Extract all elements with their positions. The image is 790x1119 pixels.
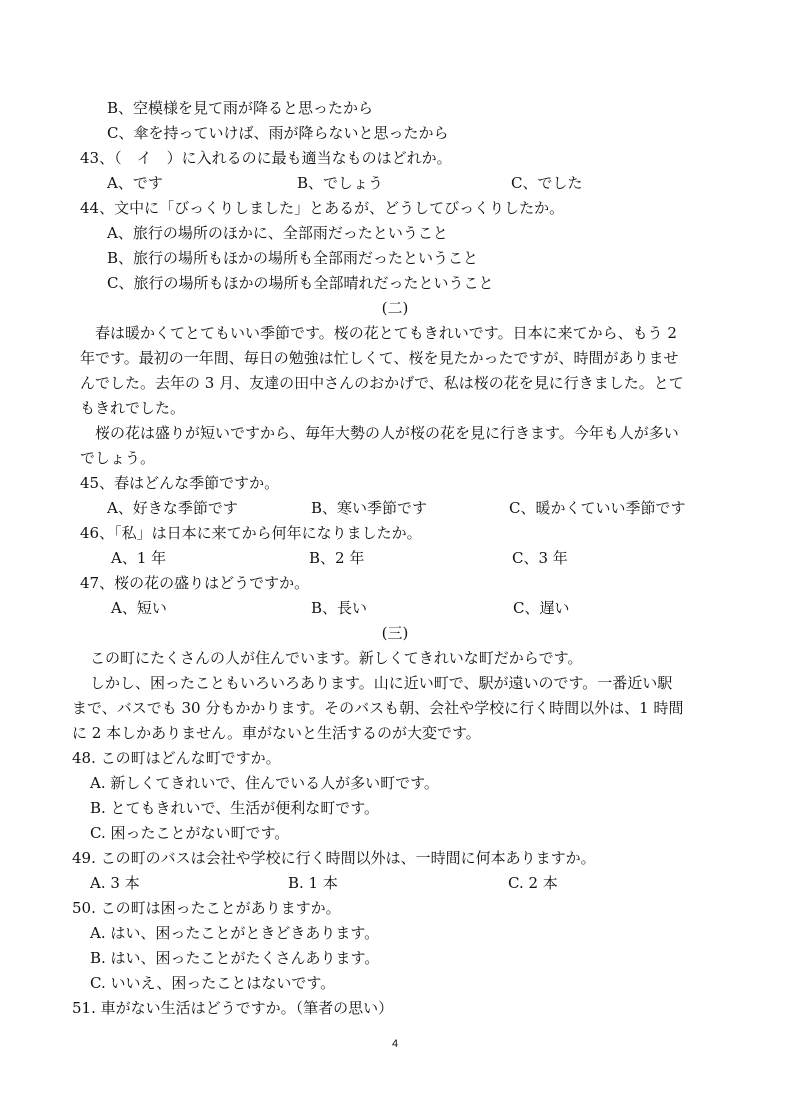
q48-option-c: C. 困ったことがない町です。 (90, 824, 290, 842)
section3-heading: (三) (381, 624, 409, 642)
q46-option-a: A、1 年 (111, 549, 167, 567)
q50-option-a: A. はい、困ったことがときどきあります。 (90, 924, 380, 942)
q49-option-c: C. 2 本 (508, 874, 558, 892)
q42-option-b: B、空模様を見て雨が降ると思ったから (107, 99, 374, 117)
section2-paragraph1-line2: 年です。最初の一年間、毎日の勉強は忙しくて、桜を見たかったですが、時間がありませ (80, 349, 679, 367)
q47-question: 47、桜の花の盛りはどうですか。 (80, 574, 310, 592)
q44-option-a: A、旅行の場所のほかに、全部雨だったということ (107, 224, 448, 242)
section2-paragraph1-line1: 春は暖かくてとてもいい季節です。桜の花とてもきれいです。日本に来てから、もう 2 (95, 324, 677, 342)
section3-paragraph2-line2: まで、バスでも 30 分もかかります。そのバスも朝、会社や学校に行く時間以外は、1 時間 (72, 699, 684, 717)
q43-option-c: C、でした (511, 174, 583, 192)
section3-paragraph1: この町にたくさんの人が住んでいます。新しくてきれいな町だからです。 (90, 649, 583, 667)
q50-option-b: B. はい、困ったことがたくさんあります。 (90, 949, 380, 967)
q47-option-b: B、長い (311, 599, 368, 617)
section2-heading: (二) (381, 299, 409, 317)
q51-question: 51. 車がない生活はどうですか。（筆者の思い） (72, 999, 394, 1017)
section3-paragraph2-line1: しかし、困ったこともいろいろあります。山に近い町で、駅が遠いのです。一番近い駅 (90, 674, 673, 692)
section2-paragraph2-line2: でしょう。 (80, 449, 156, 467)
q43-question: 43、（ イ ）に入れるのに最も適当なものはどれか。 (80, 149, 452, 167)
q49-question: 49. この町のバスは会社や学校に行く時間以外は、一時間に何本ありますか。 (72, 849, 596, 867)
q44-option-b: B、旅行の場所もほかの場所も全部雨だったということ (107, 249, 479, 267)
q48-option-a: A. 新しくてきれいで、住んでいる人が多い町です。 (90, 774, 439, 792)
q48-option-b: B. とてもきれいで、生活が便利な町です。 (90, 799, 380, 817)
q50-question: 50. この町は困ったことがありますか。 (72, 899, 341, 917)
q49-option-b: B. 1 本 (288, 874, 338, 892)
section3-paragraph2-line3: に 2 本しかありません。車がないと生活するのが大変です。 (72, 724, 481, 742)
q46-option-c: C、3 年 (512, 549, 568, 567)
section2-paragraph1-line4: もきれでした。 (80, 399, 186, 417)
q43-option-b: B、でしょう (297, 174, 384, 192)
q45-option-c: C、暖かくていい季節です (509, 499, 686, 517)
q42-option-c: C、傘を持っていけば、雨が降らないと思ったから (107, 124, 449, 142)
page-number: 4 (391, 1038, 399, 1050)
q50-option-c: C. いいえ、困ったことはないです。 (90, 974, 336, 992)
q46-option-b: B、2 年 (309, 549, 365, 567)
q44-option-c: C、旅行の場所もほかの場所も全部晴れだったということ (107, 274, 494, 292)
section2-paragraph1-line3: んでした。去年の 3 月、友達の田中さんのおかげで、私は桜の花を見に行きました。とて (80, 374, 684, 392)
q45-question: 45、春はどんな季節ですか。 (80, 474, 280, 492)
q44-question: 44、文中に「びっくりしました」とあるが、どうしてびっくりしたか。 (80, 199, 565, 217)
section2-paragraph2-line1: 桜の花は盛りが短いですから、毎年大勢の人が桜の花を見に行きます。今年も人が多い (95, 424, 679, 442)
q47-option-a: A、短い (111, 599, 167, 617)
q43-option-a: A、です (107, 174, 163, 192)
q46-question: 46、「私」は日本に来てから何年になりましたか。 (80, 524, 422, 542)
q49-option-a: A. 3 本 (90, 874, 140, 892)
q45-option-b: B、寒い季節です (311, 499, 428, 517)
q45-option-a: A、好きな季節です (107, 499, 238, 517)
q48-question: 48. この町はどんな町ですか。 (72, 749, 281, 767)
q47-option-c: C、遅い (513, 599, 570, 617)
